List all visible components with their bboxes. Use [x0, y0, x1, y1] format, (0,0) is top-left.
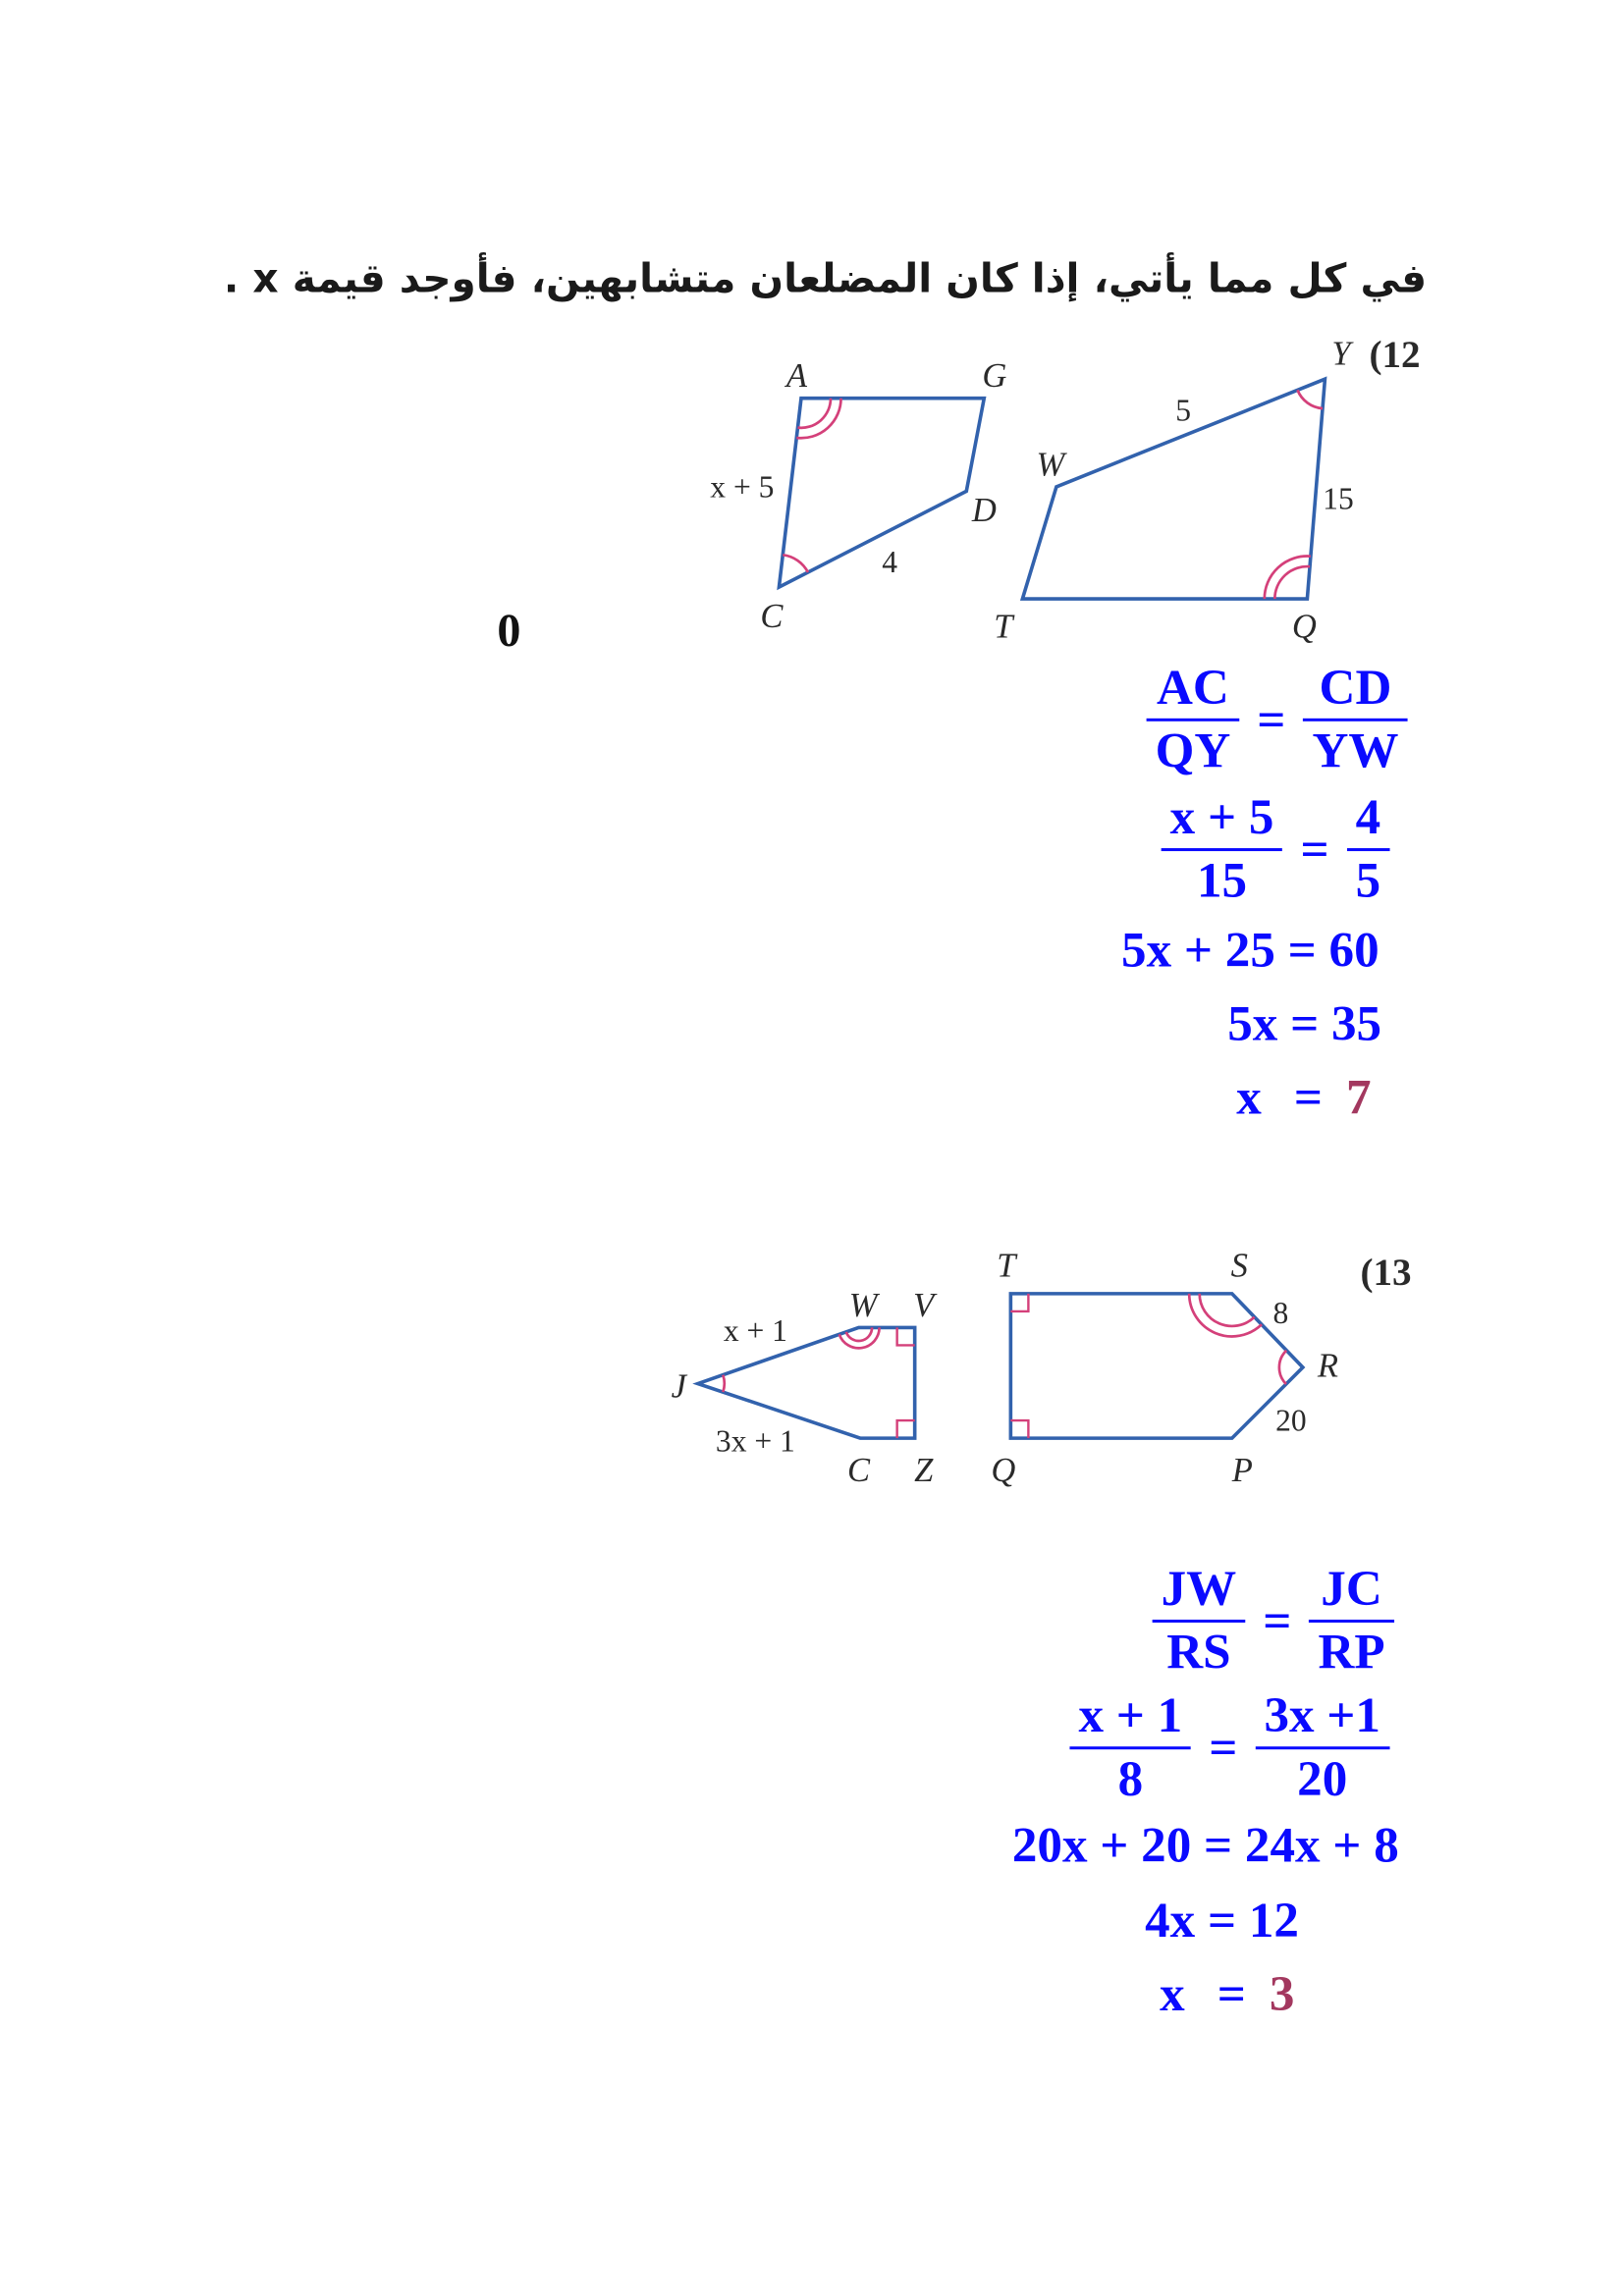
- p13-simplify: 4x = 12: [1145, 1894, 1299, 1949]
- answer-variable: x: [1160, 1967, 1185, 2023]
- fraction: [1303, 660, 1407, 783]
- stray-zero-mark: 0: [497, 603, 521, 657]
- equals-sign: =: [1263, 1594, 1292, 1650]
- angle-mark-Q-inner: [1274, 566, 1310, 599]
- problem-12-figure: [649, 325, 1476, 665]
- fraction: [1347, 789, 1390, 913]
- p13-cross-multiply: 20x + 20 = 24x + 8: [1011, 1818, 1399, 1874]
- numerator: CD: [1303, 660, 1407, 721]
- vertex-label-C: C: [847, 1452, 871, 1490]
- side-label-YQ: 15: [1323, 481, 1354, 516]
- vertex-label-Q: Q: [991, 1452, 1016, 1490]
- fraction: [1309, 1561, 1393, 1684]
- vertex-label-V: V: [913, 1286, 935, 1324]
- p12-proportion-sides: [1147, 660, 1408, 783]
- side-label-CD: 4: [882, 545, 898, 580]
- side-label-JC: 3x + 1: [715, 1423, 795, 1459]
- right-angle-mark-V: [897, 1327, 915, 1345]
- side-label-JW: x + 1: [723, 1312, 787, 1348]
- side-label-SR: 8: [1272, 1295, 1289, 1330]
- vertex-label-Z: Z: [914, 1452, 934, 1490]
- angle-mark-Y: [1297, 390, 1323, 408]
- equals-sign: =: [1209, 1721, 1238, 1777]
- right-angle-mark-Q: [1010, 1420, 1028, 1438]
- vertex-label-Y: Y: [1331, 335, 1351, 373]
- angle-mark-J: [723, 1375, 724, 1392]
- denominator: 20: [1297, 1752, 1348, 1807]
- instruction-text: في كل مما يأتي، إذا كان المضلعان متشابهين، فأوجد قيمة x .: [223, 256, 1428, 303]
- fraction: [1153, 1561, 1246, 1684]
- problem-12-number: (12: [1369, 333, 1421, 377]
- equals-sign: =: [1257, 693, 1286, 748]
- p12-answer: [1236, 1069, 1371, 1128]
- right-angle-mark-Z: [897, 1420, 915, 1438]
- vertex-label-T: T: [997, 1247, 1016, 1285]
- answer-value: 3: [1269, 1967, 1295, 2023]
- vertex-label-Q: Q: [1291, 608, 1317, 646]
- denominator: YW: [1312, 723, 1399, 779]
- problem-13-figure: [649, 1239, 1476, 1504]
- fraction: [1147, 660, 1240, 783]
- numerator: JC: [1309, 1561, 1393, 1623]
- vertex-label-C: C: [760, 598, 784, 636]
- denominator: QY: [1155, 723, 1231, 779]
- problem-13-number: (13: [1360, 1251, 1412, 1294]
- equals-sign: =: [1293, 1070, 1323, 1126]
- denominator: RS: [1166, 1625, 1231, 1681]
- angle-mark-R: [1279, 1351, 1286, 1384]
- numerator: 4: [1347, 789, 1390, 851]
- numerator: JW: [1153, 1561, 1246, 1623]
- vertex-label-T: T: [994, 608, 1013, 646]
- denominator: 5: [1355, 854, 1381, 909]
- fraction: [1162, 789, 1283, 913]
- numerator: x + 5: [1162, 789, 1283, 851]
- vertex-label-S: S: [1230, 1247, 1248, 1285]
- vertex-label-G: G: [982, 357, 1007, 396]
- fraction: [1255, 1687, 1389, 1811]
- p12-cross-multiply: 5x + 25 = 60: [1121, 923, 1380, 979]
- p12-proportion-values: [1162, 789, 1390, 913]
- p12-simplify: 5x = 35: [1227, 996, 1382, 1052]
- denominator: 8: [1117, 1752, 1144, 1807]
- vertex-label-R: R: [1317, 1347, 1338, 1385]
- equals-sign: =: [1300, 823, 1329, 879]
- denominator: 15: [1196, 854, 1248, 909]
- angle-mark-A-inner: [798, 399, 832, 428]
- fraction: [1069, 1687, 1191, 1811]
- answer-variable: x: [1236, 1070, 1262, 1126]
- numerator: x + 1: [1069, 1687, 1191, 1749]
- polygon-TSRPQ: [1010, 1294, 1303, 1438]
- vertex-label-D: D: [971, 491, 997, 529]
- angle-mark-C: [783, 555, 808, 572]
- vertex-label-J: J: [671, 1367, 686, 1406]
- vertex-label-W: W: [1036, 446, 1065, 484]
- right-angle-mark-T: [1010, 1294, 1028, 1311]
- denominator: RP: [1318, 1625, 1385, 1681]
- p13-answer: [1160, 1966, 1294, 2025]
- p13-proportion-values: [1069, 1687, 1389, 1811]
- equals-sign: =: [1217, 1967, 1246, 2023]
- p13-proportion-sides: [1153, 1561, 1394, 1684]
- answer-value: 7: [1346, 1070, 1372, 1126]
- side-label-RP: 20: [1275, 1403, 1307, 1438]
- numerator: 3x +1: [1255, 1687, 1389, 1749]
- vertex-label-W: W: [848, 1286, 878, 1324]
- vertex-label-A: A: [785, 357, 808, 396]
- side-label-WY: 5: [1175, 393, 1192, 428]
- angle-mark-Q-outer: [1265, 557, 1311, 600]
- side-label-AC: x + 5: [710, 469, 775, 505]
- angle-mark-A-outer: [796, 399, 840, 439]
- vertex-label-P: P: [1231, 1452, 1253, 1490]
- numerator: AC: [1147, 660, 1240, 721]
